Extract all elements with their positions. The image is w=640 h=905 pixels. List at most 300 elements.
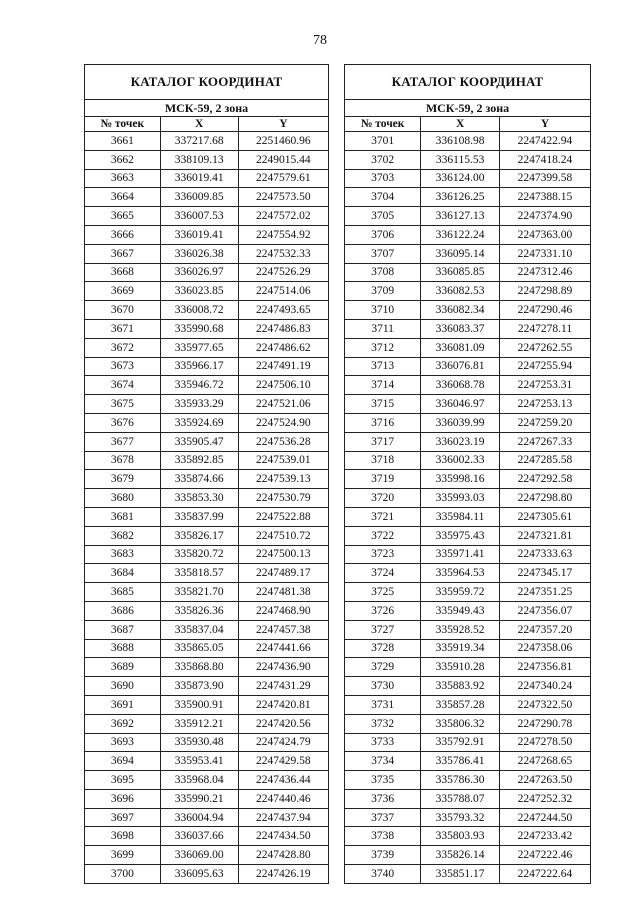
cell-y: 2247268.65 xyxy=(499,752,590,771)
cell-x: 335900.91 xyxy=(160,695,238,714)
cell-point-number: 3688 xyxy=(85,639,161,658)
column-header-x: X xyxy=(421,117,500,132)
cell-point-number: 3718 xyxy=(345,451,421,470)
cell-x: 337217.68 xyxy=(160,132,238,151)
cell-y: 2247429.58 xyxy=(238,752,328,771)
cell-x: 335928.52 xyxy=(421,620,500,639)
cell-point-number: 3731 xyxy=(345,695,421,714)
cell-x: 336095.14 xyxy=(421,244,500,263)
table-row xyxy=(345,771,591,790)
cell-point-number: 3693 xyxy=(85,733,161,752)
cell-x: 335968.04 xyxy=(160,771,238,790)
cell-point-number: 3736 xyxy=(345,789,421,808)
cell-x: 335865.05 xyxy=(160,639,238,658)
cell-y: 2247345.17 xyxy=(499,564,590,583)
cell-x: 335853.30 xyxy=(160,489,238,508)
table-row xyxy=(85,677,329,696)
cell-point-number: 3678 xyxy=(85,451,161,470)
cell-y: 2247530.79 xyxy=(238,489,328,508)
cell-point-number: 3704 xyxy=(345,188,421,207)
table-row xyxy=(345,150,591,169)
cell-x: 336008.72 xyxy=(160,301,238,320)
table-row xyxy=(345,132,591,151)
cell-y: 2247322.50 xyxy=(499,695,590,714)
cell-point-number: 3692 xyxy=(85,714,161,733)
coordinate-catalog-table-right xyxy=(344,64,591,884)
table-row xyxy=(345,658,591,677)
cell-x: 335806.32 xyxy=(421,714,500,733)
table-row xyxy=(85,132,329,151)
cell-x: 335990.68 xyxy=(160,319,238,338)
table-row xyxy=(85,507,329,526)
cell-y: 2247298.89 xyxy=(499,282,590,301)
cell-point-number: 3724 xyxy=(345,564,421,583)
cell-point-number: 3716 xyxy=(345,413,421,432)
cell-y: 2247312.46 xyxy=(499,263,590,282)
cell-y: 2247420.56 xyxy=(238,714,328,733)
table-row xyxy=(345,357,591,376)
cell-point-number: 3727 xyxy=(345,620,421,639)
cell-x: 336124.00 xyxy=(421,169,500,188)
cell-x: 335912.21 xyxy=(160,714,238,733)
cell-point-number: 3728 xyxy=(345,639,421,658)
cell-x: 335792.91 xyxy=(421,733,500,752)
cell-x: 336046.97 xyxy=(421,395,500,414)
cell-x: 336081.09 xyxy=(421,338,500,357)
cell-x: 335984.11 xyxy=(421,507,500,526)
column-header-x: X xyxy=(160,117,238,132)
cell-y: 2247233.42 xyxy=(499,827,590,846)
cell-point-number: 3697 xyxy=(85,808,161,827)
cell-point-number: 3670 xyxy=(85,301,161,320)
cell-y: 2247253.13 xyxy=(499,395,590,414)
cell-x: 336007.53 xyxy=(160,207,238,226)
cell-x: 335892.85 xyxy=(160,451,238,470)
table-row xyxy=(85,808,329,827)
table-row xyxy=(345,338,591,357)
cell-point-number: 3737 xyxy=(345,808,421,827)
table-row xyxy=(345,169,591,188)
cell-x: 335949.43 xyxy=(421,601,500,620)
cell-y: 2247363.00 xyxy=(499,225,590,244)
cell-x: 335910.28 xyxy=(421,658,500,677)
table-row xyxy=(85,451,329,470)
table-row xyxy=(345,319,591,338)
table-row xyxy=(85,827,329,846)
cell-y: 2247278.11 xyxy=(499,319,590,338)
cell-y: 2247536.28 xyxy=(238,432,328,451)
cell-x: 336126.25 xyxy=(421,188,500,207)
cell-y: 2247321.81 xyxy=(499,526,590,545)
table-row xyxy=(85,846,329,865)
cell-y: 2247539.13 xyxy=(238,470,328,489)
cell-y: 2247489.17 xyxy=(238,564,328,583)
cell-point-number: 3715 xyxy=(345,395,421,414)
table-row xyxy=(345,545,591,564)
table-row xyxy=(345,526,591,545)
table-row xyxy=(345,639,591,658)
cell-y: 2247579.61 xyxy=(238,169,328,188)
cell-x: 336068.78 xyxy=(421,376,500,395)
table-row xyxy=(85,395,329,414)
cell-x: 335919.34 xyxy=(421,639,500,658)
table-row xyxy=(85,263,329,282)
cell-y: 2247554.92 xyxy=(238,225,328,244)
table-zone: МСК-59, 2 зона xyxy=(85,100,329,117)
cell-y: 2247526.29 xyxy=(238,263,328,282)
cell-x: 335953.41 xyxy=(160,752,238,771)
cell-y: 2247244.50 xyxy=(499,808,590,827)
cell-point-number: 3738 xyxy=(345,827,421,846)
cell-x: 336085.85 xyxy=(421,263,500,282)
cell-x: 336004.94 xyxy=(160,808,238,827)
cell-y: 2247259.20 xyxy=(499,413,590,432)
cell-x: 335826.36 xyxy=(160,601,238,620)
cell-y: 2247510.72 xyxy=(238,526,328,545)
cell-point-number: 3713 xyxy=(345,357,421,376)
cell-x: 336108.98 xyxy=(421,132,500,151)
cell-x: 338109.13 xyxy=(160,150,238,169)
table-row xyxy=(85,714,329,733)
table-row xyxy=(345,489,591,508)
table-row xyxy=(345,789,591,808)
table-zone: МСК-59, 2 зона xyxy=(345,100,591,117)
cell-point-number: 3708 xyxy=(345,263,421,282)
cell-y: 2247358.06 xyxy=(499,639,590,658)
cell-point-number: 3717 xyxy=(345,432,421,451)
table-row xyxy=(85,583,329,602)
cell-y: 2247486.83 xyxy=(238,319,328,338)
cell-x: 335803.93 xyxy=(421,827,500,846)
table-row xyxy=(345,733,591,752)
cell-point-number: 3712 xyxy=(345,338,421,357)
table-row xyxy=(345,470,591,489)
cell-x: 335788.07 xyxy=(421,789,500,808)
cell-y: 2247426.19 xyxy=(238,865,328,884)
table-row xyxy=(85,225,329,244)
cell-x: 336009.85 xyxy=(160,188,238,207)
cell-x: 335971.41 xyxy=(421,545,500,564)
cell-y: 2247399.58 xyxy=(499,169,590,188)
table-row xyxy=(345,677,591,696)
cell-x: 336127.13 xyxy=(421,207,500,226)
cell-x: 336023.85 xyxy=(160,282,238,301)
cell-x: 335837.99 xyxy=(160,507,238,526)
cell-point-number: 3681 xyxy=(85,507,161,526)
cell-y: 2247457.38 xyxy=(238,620,328,639)
table-row xyxy=(345,301,591,320)
cell-point-number: 3671 xyxy=(85,319,161,338)
cell-x: 335874.66 xyxy=(160,470,238,489)
cell-point-number: 3661 xyxy=(85,132,161,151)
cell-x: 335873.90 xyxy=(160,677,238,696)
table-row xyxy=(345,564,591,583)
cell-y: 2247424.79 xyxy=(238,733,328,752)
cell-y: 2247524.90 xyxy=(238,413,328,432)
cell-x: 335786.41 xyxy=(421,752,500,771)
cell-y: 2247331.10 xyxy=(499,244,590,263)
cell-y: 2247468.90 xyxy=(238,601,328,620)
cell-y: 2247351.25 xyxy=(499,583,590,602)
table-row xyxy=(345,695,591,714)
table-row xyxy=(85,470,329,489)
table-row xyxy=(345,752,591,771)
cell-x: 336019.41 xyxy=(160,225,238,244)
cell-x: 335857.28 xyxy=(421,695,500,714)
cell-point-number: 3705 xyxy=(345,207,421,226)
table-row xyxy=(345,188,591,207)
cell-y: 2247278.50 xyxy=(499,733,590,752)
cell-point-number: 3699 xyxy=(85,846,161,865)
table-row xyxy=(85,489,329,508)
cell-y: 2247298.80 xyxy=(499,489,590,508)
cell-y: 2247418.24 xyxy=(499,150,590,169)
table-row xyxy=(345,827,591,846)
cell-x: 335820.72 xyxy=(160,545,238,564)
cell-point-number: 3689 xyxy=(85,658,161,677)
table-row xyxy=(85,413,329,432)
cell-point-number: 3691 xyxy=(85,695,161,714)
cell-y: 2247290.46 xyxy=(499,301,590,320)
cell-y: 2247388.15 xyxy=(499,188,590,207)
cell-x: 335793.32 xyxy=(421,808,500,827)
cell-point-number: 3675 xyxy=(85,395,161,414)
cell-point-number: 3667 xyxy=(85,244,161,263)
table-row xyxy=(345,244,591,263)
table-row xyxy=(85,545,329,564)
table-row xyxy=(85,150,329,169)
cell-x: 336026.97 xyxy=(160,263,238,282)
cell-y: 2247434.50 xyxy=(238,827,328,846)
table-row xyxy=(85,207,329,226)
table-row xyxy=(85,376,329,395)
table-row xyxy=(85,658,329,677)
table-row xyxy=(345,282,591,301)
cell-point-number: 3709 xyxy=(345,282,421,301)
table-row xyxy=(345,225,591,244)
cell-point-number: 3720 xyxy=(345,489,421,508)
cell-y: 2247285.58 xyxy=(499,451,590,470)
cell-y: 2247522.88 xyxy=(238,507,328,526)
table-row xyxy=(85,338,329,357)
cell-point-number: 3735 xyxy=(345,771,421,790)
page-number: 78 xyxy=(313,33,327,48)
cell-x: 335868.80 xyxy=(160,658,238,677)
table-row xyxy=(345,207,591,226)
cell-y: 2247255.94 xyxy=(499,357,590,376)
cell-x: 336082.34 xyxy=(421,301,500,320)
cell-point-number: 3662 xyxy=(85,150,161,169)
cell-y: 2247357.20 xyxy=(499,620,590,639)
cell-y: 2247486.62 xyxy=(238,338,328,357)
cell-y: 2247356.81 xyxy=(499,658,590,677)
cell-point-number: 3684 xyxy=(85,564,161,583)
cell-x: 335946.72 xyxy=(160,376,238,395)
cell-y: 2247440.46 xyxy=(238,789,328,808)
table-row xyxy=(85,319,329,338)
cell-x: 335826.14 xyxy=(421,846,500,865)
cell-x: 335851.17 xyxy=(421,865,500,884)
table-row xyxy=(85,752,329,771)
cell-x: 336037.66 xyxy=(160,827,238,846)
cell-point-number: 3666 xyxy=(85,225,161,244)
cell-y: 2249015.44 xyxy=(238,150,328,169)
cell-x: 335975.43 xyxy=(421,526,500,545)
column-header-y: Y xyxy=(499,117,590,132)
cell-point-number: 3719 xyxy=(345,470,421,489)
cell-y: 2247437.94 xyxy=(238,808,328,827)
table-row xyxy=(345,865,591,884)
table-row xyxy=(345,620,591,639)
table-row xyxy=(345,376,591,395)
cell-x: 335993.03 xyxy=(421,489,500,508)
cell-point-number: 3680 xyxy=(85,489,161,508)
cell-y: 2247539.01 xyxy=(238,451,328,470)
cell-point-number: 3733 xyxy=(345,733,421,752)
table-row xyxy=(345,432,591,451)
cell-y: 2247340.24 xyxy=(499,677,590,696)
cell-y: 2247532.33 xyxy=(238,244,328,263)
table-row xyxy=(85,357,329,376)
cell-point-number: 3707 xyxy=(345,244,421,263)
cell-x: 335966.17 xyxy=(160,357,238,376)
table-title: КАТАЛОГ КООРДИНАТ xyxy=(85,65,329,100)
cell-point-number: 3723 xyxy=(345,545,421,564)
cell-y: 2247263.50 xyxy=(499,771,590,790)
table-row xyxy=(85,695,329,714)
cell-x: 336115.53 xyxy=(421,150,500,169)
cell-point-number: 3739 xyxy=(345,846,421,865)
cell-y: 2247222.46 xyxy=(499,846,590,865)
table-row xyxy=(85,244,329,263)
cell-x: 336026.38 xyxy=(160,244,238,263)
table-row xyxy=(85,601,329,620)
cell-point-number: 3672 xyxy=(85,338,161,357)
cell-point-number: 3686 xyxy=(85,601,161,620)
cell-point-number: 3685 xyxy=(85,583,161,602)
table-row xyxy=(85,733,329,752)
cell-point-number: 3702 xyxy=(345,150,421,169)
cell-y: 2247573.50 xyxy=(238,188,328,207)
cell-x: 336019.41 xyxy=(160,169,238,188)
cell-point-number: 3665 xyxy=(85,207,161,226)
cell-point-number: 3664 xyxy=(85,188,161,207)
cell-x: 335905.47 xyxy=(160,432,238,451)
cell-point-number: 3710 xyxy=(345,301,421,320)
cell-x: 335924.69 xyxy=(160,413,238,432)
cell-y: 2247292.58 xyxy=(499,470,590,489)
cell-point-number: 3690 xyxy=(85,677,161,696)
table-row xyxy=(85,789,329,808)
cell-x: 335930.48 xyxy=(160,733,238,752)
cell-point-number: 3663 xyxy=(85,169,161,188)
cell-point-number: 3696 xyxy=(85,789,161,808)
table-row xyxy=(85,620,329,639)
column-header-y: Y xyxy=(238,117,328,132)
table-row xyxy=(345,263,591,282)
table-row xyxy=(85,188,329,207)
table-row xyxy=(345,601,591,620)
cell-point-number: 3683 xyxy=(85,545,161,564)
cell-y: 2247493.65 xyxy=(238,301,328,320)
cell-point-number: 3679 xyxy=(85,470,161,489)
cell-y: 2251460.96 xyxy=(238,132,328,151)
cell-point-number: 3729 xyxy=(345,658,421,677)
cell-y: 2247436.44 xyxy=(238,771,328,790)
table-row xyxy=(345,714,591,733)
cell-y: 2247290.78 xyxy=(499,714,590,733)
cell-x: 335786.30 xyxy=(421,771,500,790)
cell-y: 2247491.19 xyxy=(238,357,328,376)
cell-x: 336083.37 xyxy=(421,319,500,338)
table-row xyxy=(345,395,591,414)
cell-y: 2247431.29 xyxy=(238,677,328,696)
cell-point-number: 3701 xyxy=(345,132,421,151)
cell-x: 335837.04 xyxy=(160,620,238,639)
cell-x: 336039.99 xyxy=(421,413,500,432)
cell-point-number: 3711 xyxy=(345,319,421,338)
cell-x: 335998.16 xyxy=(421,470,500,489)
table-body xyxy=(85,132,329,884)
cell-point-number: 3726 xyxy=(345,601,421,620)
cell-x: 335990.21 xyxy=(160,789,238,808)
cell-point-number: 3725 xyxy=(345,583,421,602)
cell-point-number: 3673 xyxy=(85,357,161,376)
cell-point-number: 3698 xyxy=(85,827,161,846)
cell-y: 2247514.06 xyxy=(238,282,328,301)
cell-point-number: 3706 xyxy=(345,225,421,244)
cell-point-number: 3694 xyxy=(85,752,161,771)
table-body xyxy=(345,132,591,884)
table-row xyxy=(345,413,591,432)
cell-y: 2247481.38 xyxy=(238,583,328,602)
cell-point-number: 3730 xyxy=(345,677,421,696)
cell-x: 335933.29 xyxy=(160,395,238,414)
cell-x: 335964.53 xyxy=(421,564,500,583)
cell-point-number: 3703 xyxy=(345,169,421,188)
table-row xyxy=(345,846,591,865)
cell-x: 335821.70 xyxy=(160,583,238,602)
cell-x: 336082.53 xyxy=(421,282,500,301)
cell-y: 2247267.33 xyxy=(499,432,590,451)
cell-y: 2247252.32 xyxy=(499,789,590,808)
cell-y: 2247506.10 xyxy=(238,376,328,395)
coordinate-catalog-table-left xyxy=(84,64,329,884)
cell-point-number: 3674 xyxy=(85,376,161,395)
cell-x: 335826.17 xyxy=(160,526,238,545)
cell-point-number: 3740 xyxy=(345,865,421,884)
cell-x: 336076.81 xyxy=(421,357,500,376)
cell-x: 336122.24 xyxy=(421,225,500,244)
cell-y: 2247521.06 xyxy=(238,395,328,414)
cell-y: 2247333.63 xyxy=(499,545,590,564)
cell-y: 2247262.55 xyxy=(499,338,590,357)
cell-y: 2247420.81 xyxy=(238,695,328,714)
cell-x: 335959.72 xyxy=(421,583,500,602)
cell-point-number: 3714 xyxy=(345,376,421,395)
cell-x: 335883.92 xyxy=(421,677,500,696)
cell-y: 2247500.13 xyxy=(238,545,328,564)
table-row xyxy=(85,771,329,790)
cell-y: 2247441.66 xyxy=(238,639,328,658)
cell-point-number: 3700 xyxy=(85,865,161,884)
table-row xyxy=(85,282,329,301)
cell-y: 2247422.94 xyxy=(499,132,590,151)
table-row xyxy=(85,865,329,884)
table-row xyxy=(85,432,329,451)
cell-point-number: 3682 xyxy=(85,526,161,545)
cell-point-number: 3677 xyxy=(85,432,161,451)
